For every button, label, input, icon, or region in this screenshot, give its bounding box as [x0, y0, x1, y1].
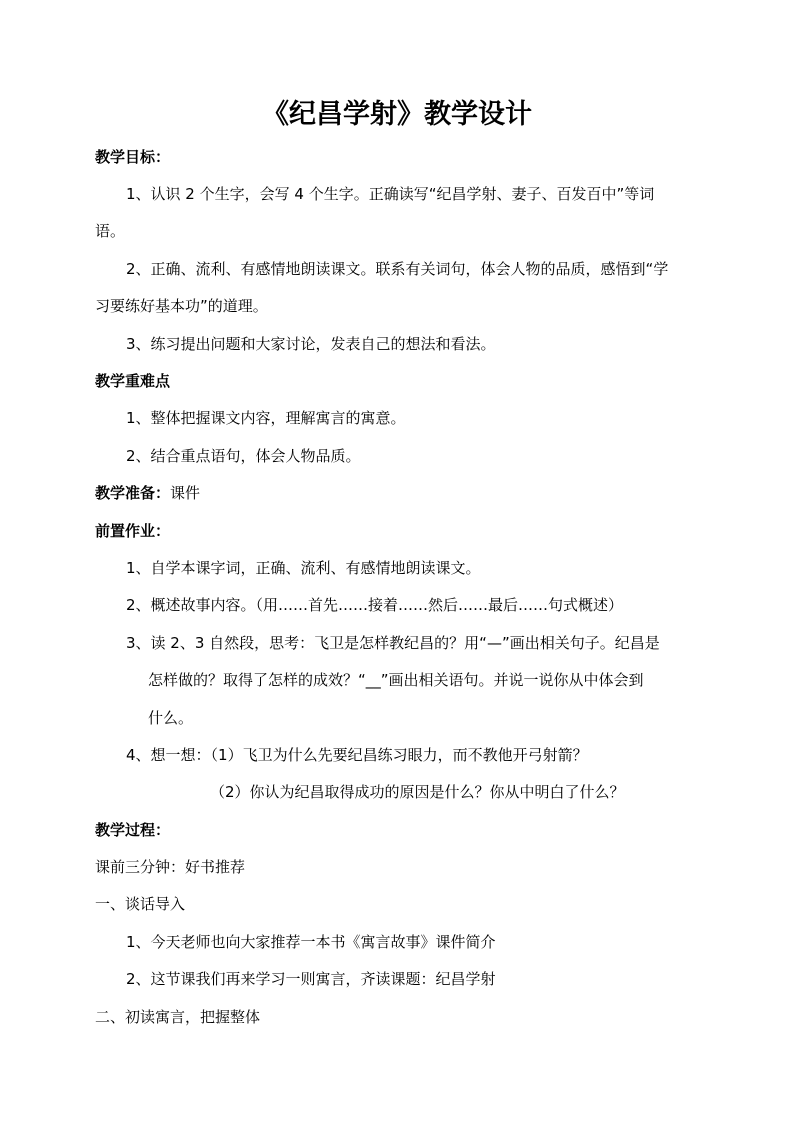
pre-work-3-line-3: 什么。	[148, 709, 194, 727]
preparation-value: 课件	[170, 484, 201, 502]
key-point-2: 2、结合重点语句，体会人物品质。	[126, 447, 361, 465]
pre-work-heading: 前置作业：	[95, 522, 171, 540]
pre-work-2: 2、概述故事内容。（用……首先……接着……然后……最后……句式概述）	[126, 596, 624, 614]
process-warmup: 课前三分钟：好书推荐	[95, 858, 246, 876]
preparation-line	[95, 483, 200, 503]
key-points-heading: 教学重难点	[95, 372, 171, 390]
preparation-label: 教学准备：	[95, 484, 171, 502]
document-title: 《纪昌学射》教学设计	[262, 99, 532, 130]
goal-2-line-1: 2、正确、流利、有感情地朗读课文。联系有关词句，体会人物的品质，感悟到“学	[126, 260, 669, 278]
pre-work-4-line-1: 4、想一想：（1）飞卫为什么先要纪昌练习眼力，而不教他开弓射箭？	[126, 746, 588, 764]
goal-1-line-1: 1、认识 2 个生字，会写 4 个生字。正确读写“纪昌学射、妻子、百发百中”等词	[126, 185, 655, 203]
key-point-1: 1、整体把握课文内容，理解寓言的寓意。	[126, 409, 406, 427]
pre-work-3-line-1: 3、读 2、3 自然段，思考：飞卫是怎样教纪昌的？用“—”画出相关句子。纪昌是	[126, 634, 660, 652]
process-section-2: 二、初读寓言，把握整体	[95, 1008, 261, 1026]
goal-3: 3、练习提出问题和大家讨论，发表自己的想法和看法。	[126, 335, 496, 353]
process-section-1: 一、谈话导入	[95, 895, 186, 913]
goal-2-line-2: 习要练好基本功”的道理。	[95, 297, 268, 315]
pre-work-4-line-2: （2）你认为纪昌取得成功的原因是什么？你从中明白了什么？	[210, 783, 625, 801]
goals-heading: 教学目标：	[95, 148, 171, 166]
process-step-1: 1、今天老师也向大家推荐一本书《寓言故事》课件简介	[126, 933, 496, 951]
process-heading: 教学过程：	[95, 821, 171, 839]
pre-work-1: 1、自学本课字词，正确、流利、有感情地朗读课文。	[126, 559, 481, 577]
pre-work-3-line-2: 怎样做的？取得了怎样的成效？“__”画出相关语句。并说一说你从中体会到	[148, 671, 644, 689]
goal-1-line-2: 语。	[95, 222, 126, 240]
process-step-2: 2、这节课我们再来学习一则寓言，齐读课题：纪昌学射	[126, 970, 496, 988]
